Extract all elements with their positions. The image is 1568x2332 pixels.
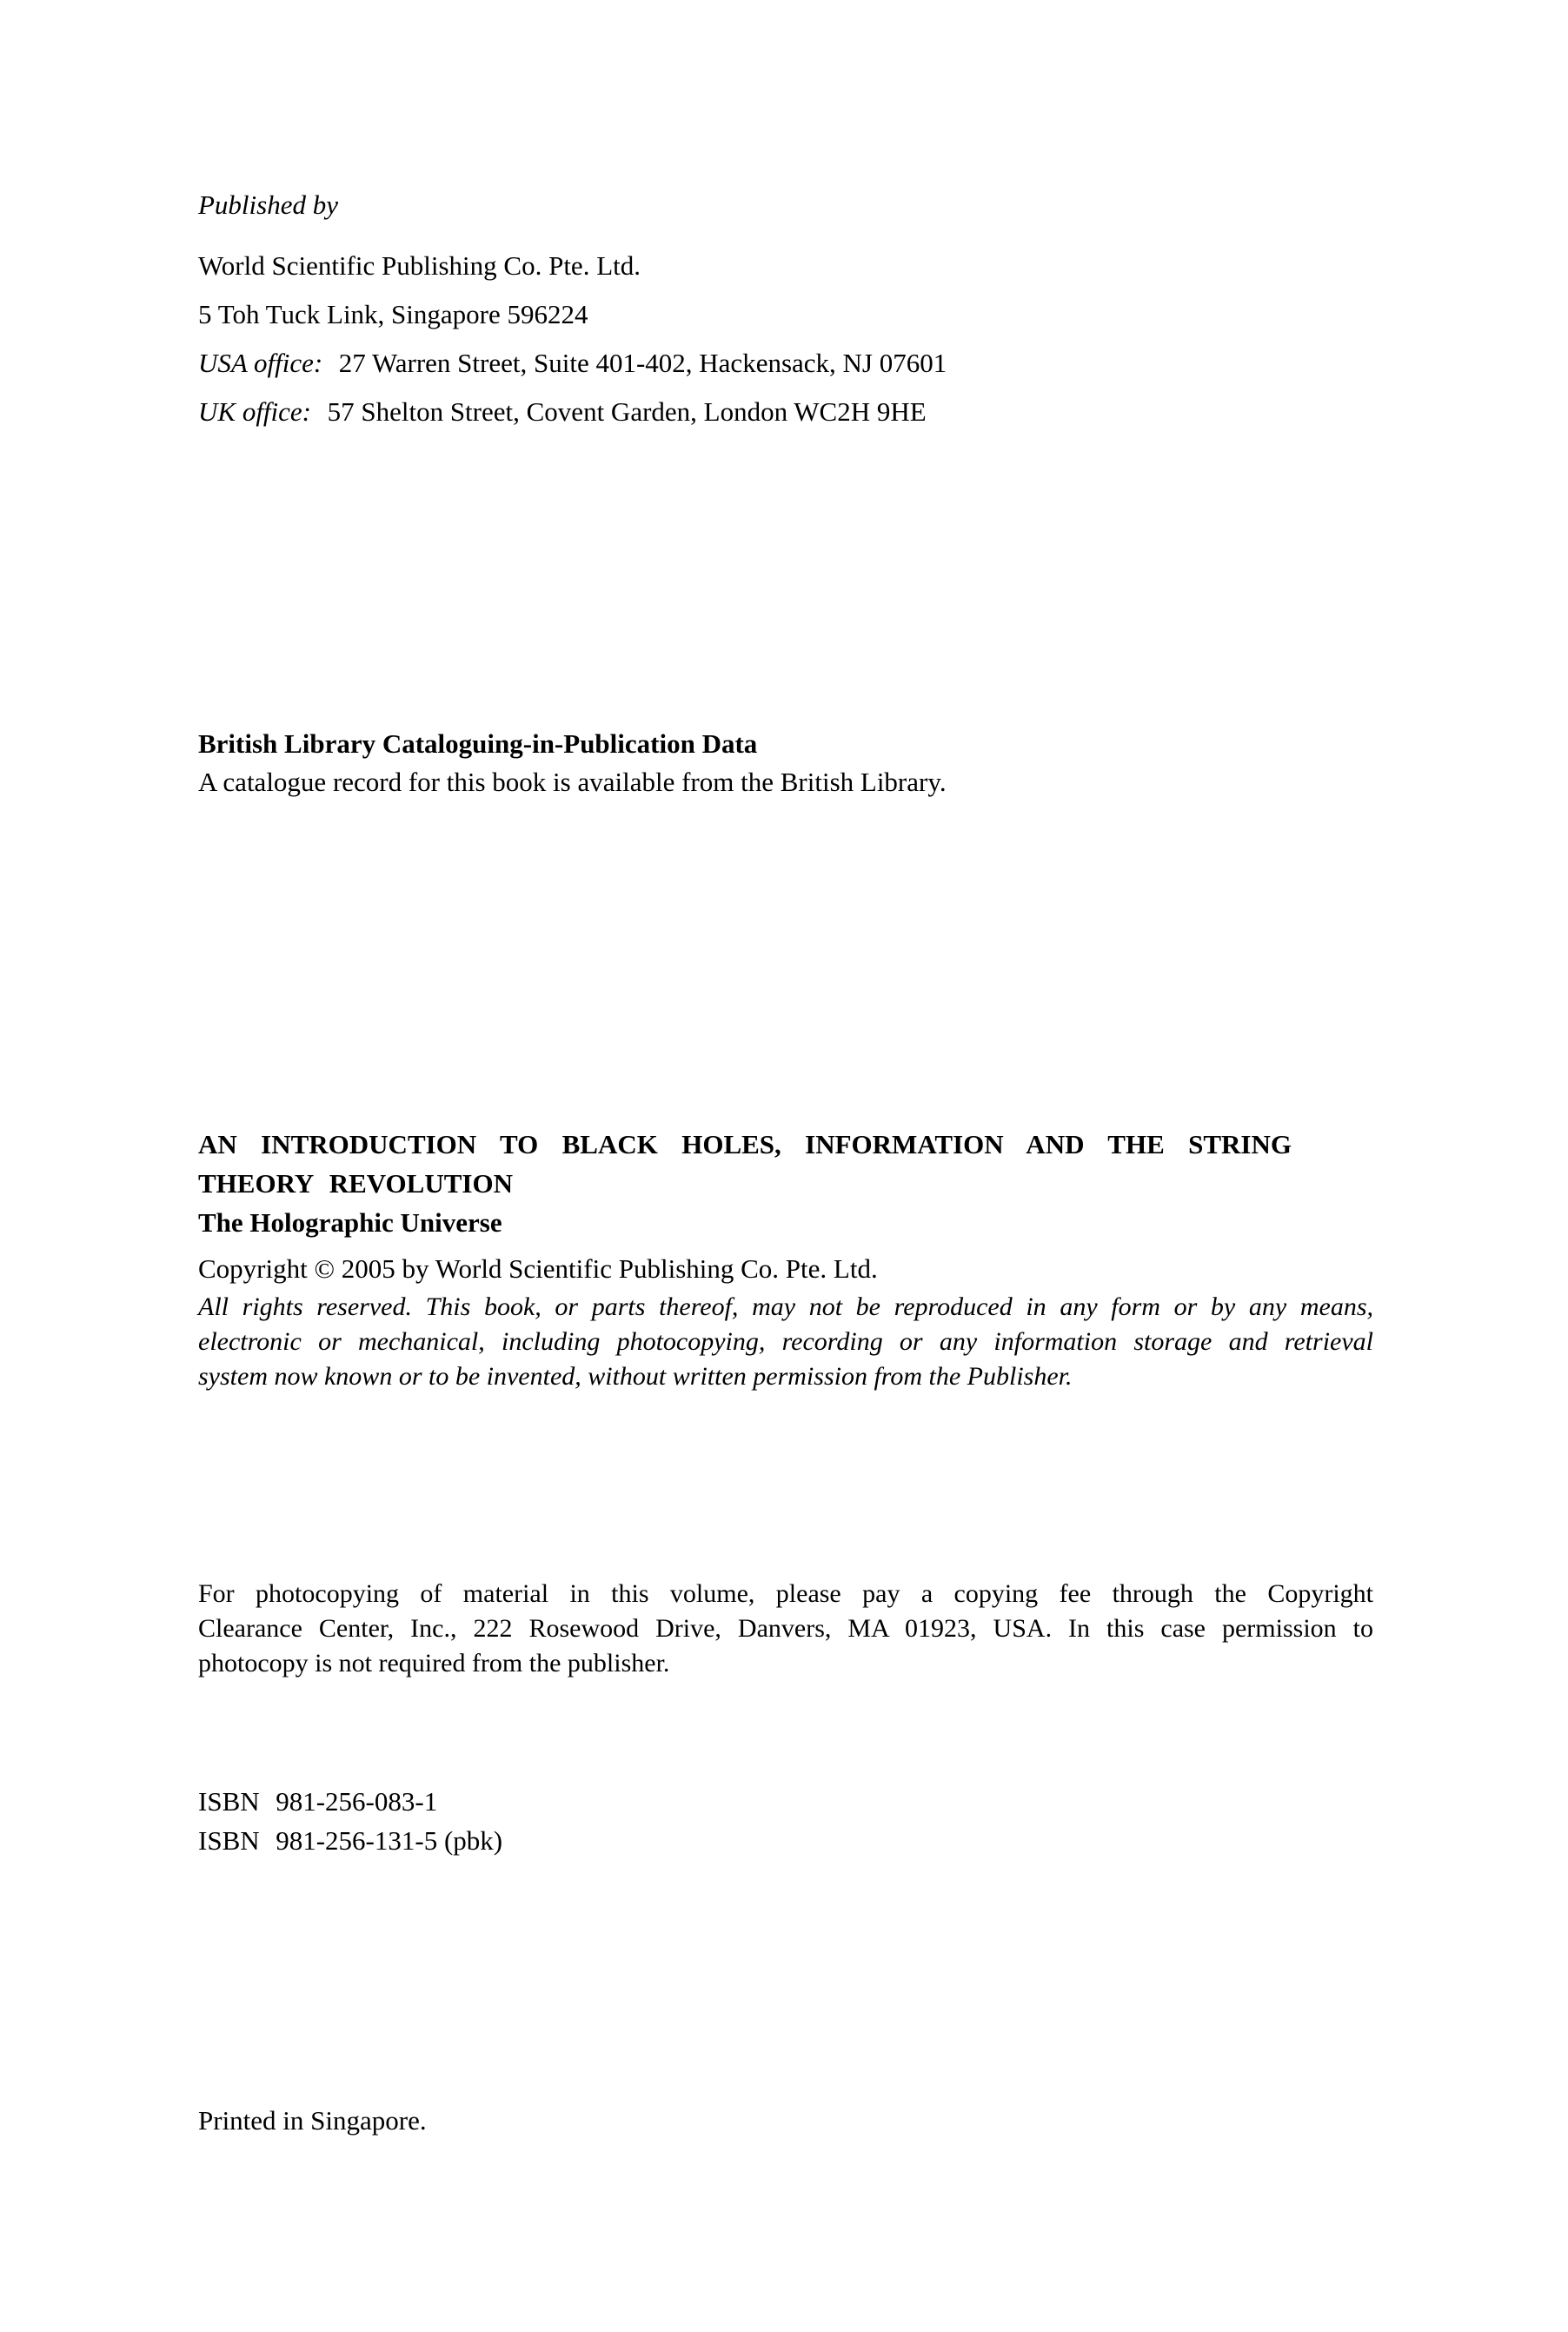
rights-notice-line1: All rights reserved. This book, or parts thereof, may not be reproduced in any form or by any means, [198, 1292, 1373, 1321]
copyright-statement: Copyright © 2005 by World Scientific Publishing Co. Pte. Ltd. [198, 1253, 878, 1284]
printed-in-statement: Printed in Singapore. [198, 2105, 427, 2136]
publisher-name: World Scientific Publishing Co. Pte. Ltd. [198, 250, 641, 281]
rights-notice-line2: electronic or mechanical, including photocopying, recording or any information storage and retrieval [198, 1327, 1373, 1356]
rights-notice [198, 1290, 1373, 1394]
british-library-cip-block [198, 725, 1373, 801]
book-title-line2: THEORY REVOLUTION [198, 1168, 513, 1199]
cip-body: A catalogue record for this book is available from the British Library. [198, 767, 947, 797]
isbn-paperback-line [198, 1821, 1373, 1860]
photocopy-notice [198, 1577, 1373, 1681]
usa-office-line [198, 339, 1373, 388]
photocopy-notice-line2: Clearance Center, Inc., 222 Rosewood Drive, Danvers, MA 01923, USA. In this case permission to [198, 1614, 1373, 1643]
uk-office-address: 57 Shelton Street, Covent Garden, London WC2H 9HE [327, 396, 927, 427]
isbn-label: ISBN [198, 1786, 260, 1817]
cip-heading: British Library Cataloguing-in-Publication Data [198, 728, 758, 759]
rights-notice-line3: system now known or to be invented, without written permission from the Publisher. [198, 1362, 1073, 1391]
publisher-address-block [198, 242, 1373, 436]
uk-office-label: UK office: [198, 396, 311, 427]
book-title-block [198, 1125, 1373, 1242]
isbn-hardcover-line [198, 1782, 1373, 1821]
photocopy-notice-line3: photocopy is not required from the publisher. [198, 1649, 670, 1678]
isbn-number: 981-256-131-5 (pbk) [276, 1825, 503, 1856]
usa-office-label: USA office: [198, 348, 323, 378]
book-subtitle: The Holographic Universe [198, 1207, 502, 1238]
published-by-label: Published by [198, 189, 338, 220]
publisher-address: 5 Toh Tuck Link, Singapore 596224 [198, 299, 588, 329]
isbn-label: ISBN [198, 1825, 260, 1856]
isbn-number: 981-256-083-1 [276, 1786, 438, 1817]
uk-office-line [198, 388, 1373, 436]
photocopy-notice-line1: For photocopying of material in this volume, please pay a copying fee through the Copyright [198, 1579, 1373, 1608]
isbn-block [198, 1782, 1373, 1860]
book-title-line1: AN INTRODUCTION TO BLACK HOLES, INFORMATION AND THE STRING [198, 1129, 1292, 1159]
usa-office-address: 27 Warren Street, Suite 401-402, Hackensack, NJ 07601 [338, 348, 947, 378]
